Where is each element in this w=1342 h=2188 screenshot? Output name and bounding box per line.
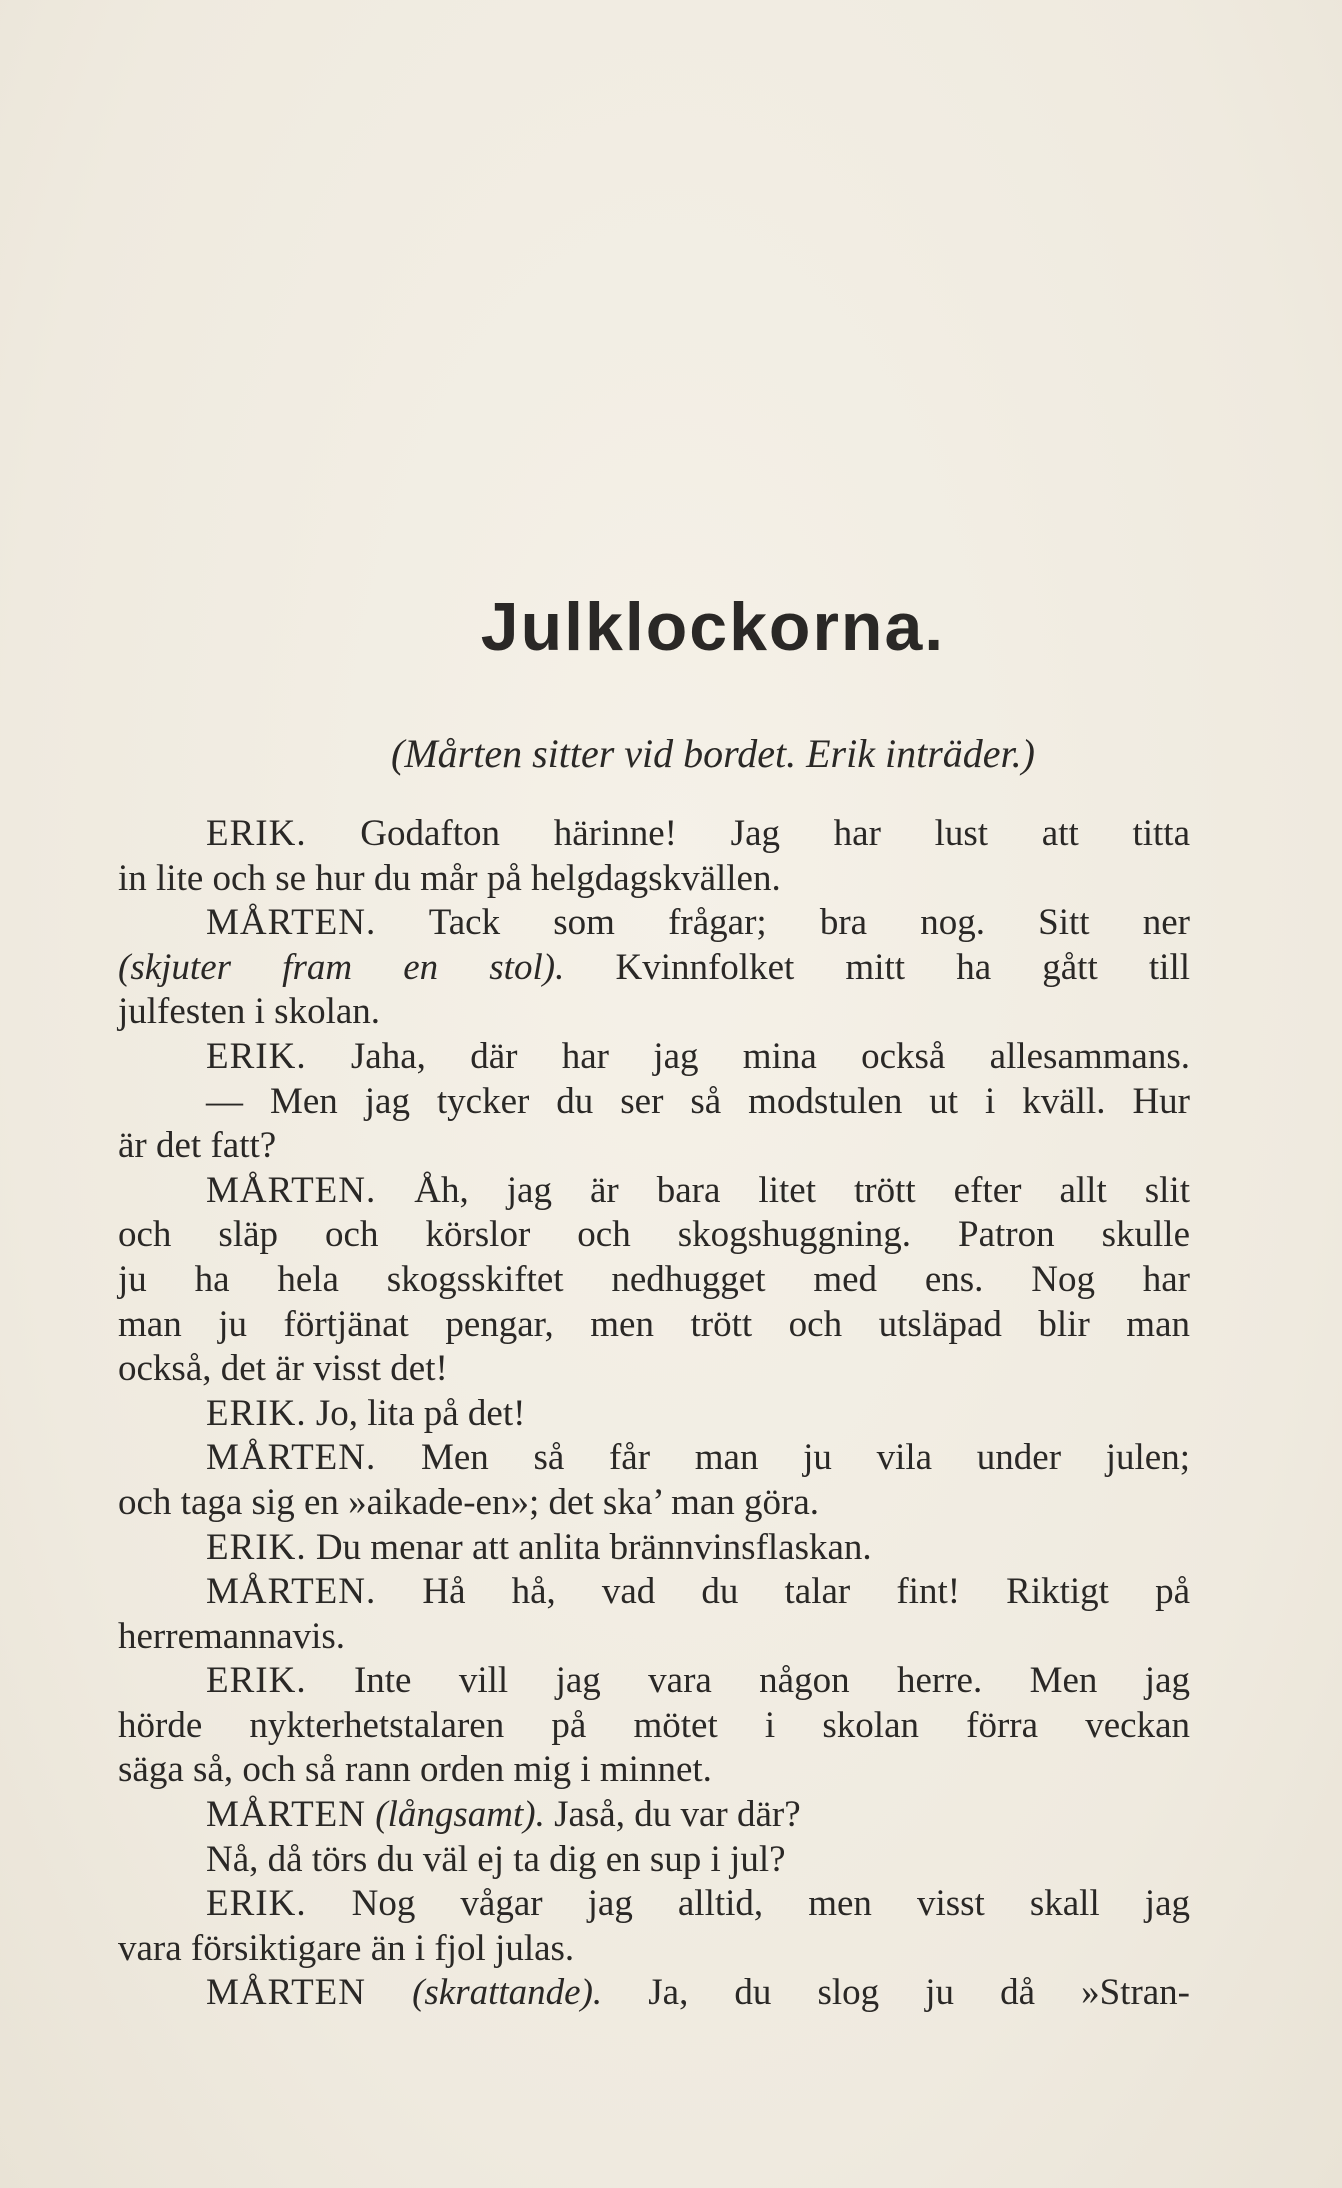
text-line [118,1659,1190,1704]
line-text: och släp och körslor och skogshuggning. Patron skulle [118,1214,1190,1256]
speaker-name: ERIK. [206,1035,307,1077]
text-line [118,857,1190,902]
line-text: Nå, då törs du väl ej ta dig en sup i jul? [206,1838,786,1880]
text-line [118,1080,1190,1125]
speaker-name: ERIK. [206,1392,307,1434]
line-text [366,1972,412,2013]
speaker-name: ERIK. [206,813,307,854]
text-line [118,1436,1190,1481]
speaker-name: ERIK. [206,1660,307,1702]
page-title: Julklockorna. [480,589,946,665]
text-line [118,1882,1190,1927]
line-text: Men så får man ju vila under julen; [376,1437,1190,1479]
text-line [118,901,1190,946]
line-text: Ja, du slog ju då »Stran- [602,1972,1191,2014]
line-text: säga så, och så rann orden mig i minnet. [118,1749,712,1791]
line-text: vara försiktigare än i fjol julas. [118,1927,575,1969]
stage-note: (skjuter fram en stol). [118,946,565,988]
stage-note: (långsamt). [375,1794,545,1836]
text-line [118,1303,1190,1348]
text-line [118,1392,1190,1437]
text-line [118,1927,1190,1972]
line-text: Jo, lita på det! [306,1392,526,1434]
speaker-name: MÅRTEN [206,1972,366,2014]
speaker-name: MÅRTEN. [206,1169,377,1211]
text-line [118,1793,1190,1838]
text-line [118,1258,1190,1303]
speaker-name: MÅRTEN. [206,1437,377,1479]
line-text: Hå hå, vad du talar fint! Riktigt på [376,1571,1190,1613]
text-line [118,1838,1190,1883]
line-text: Kvinnfolket mitt ha gått till [564,946,1191,988]
line-text: är det fatt? [118,1125,277,1167]
text-line [118,1347,1190,1392]
line-text: julfesten i skolan. [118,991,381,1033]
line-text: också, det är visst det! [118,1348,448,1390]
text-line [118,1748,1190,1793]
dialogue-text [118,812,1190,2016]
text-line [118,990,1190,1035]
line-text: Tack som frågar; bra nog. Sitt ner [376,902,1190,944]
line-text [366,1794,375,1835]
text-line [118,1481,1190,1526]
text-line [118,1615,1190,1660]
text-line [118,1704,1190,1749]
speaker-name: MÅRTEN. [206,902,377,944]
line-text: Jaha, där har jag mina också allesammans. [306,1035,1190,1077]
text-line [118,812,1190,857]
line-text: Åh, jag är bara litet trött efter allt slit [376,1169,1190,1211]
line-text: Du menar att anlita brännvinsflaskan. [306,1526,872,1568]
line-text: in lite och se hur du mår på helgdagskvällen. [118,857,781,899]
text-line [118,1124,1190,1169]
speaker-name: MÅRTEN. [206,1571,377,1613]
line-text: Inte vill jag vara någon herre. Men jag [306,1660,1190,1702]
stage-direction: (Mårten sitter vid bordet. Erik inträder.) [391,731,1035,776]
speaker-name: ERIK. [206,1883,307,1925]
text-line [118,1526,1190,1571]
line-text: ju ha hela skogsskiftet nedhugget med ens. Nog har [118,1258,1190,1300]
line-text: Godafton härinne! Jag har lust att titta [306,813,1190,854]
text-line [118,1570,1190,1615]
line-text: man ju förtjänat pengar, men trött och utsläpad blir man [118,1303,1190,1345]
line-text: herremannavis. [118,1615,346,1657]
text-line [118,1213,1190,1258]
text-line [118,1169,1190,1214]
line-text: och taga sig en »aikade-en»; det ska’ man göra. [118,1481,820,1523]
text-line [118,946,1190,991]
line-text: Jaså, du var där? [544,1794,801,1836]
line-text: Nog vågar jag alltid, men visst skall jag [306,1883,1190,1925]
speaker-name: ERIK. [206,1526,307,1568]
speaker-name: MÅRTEN [206,1794,366,1836]
text-line [118,1971,1190,2016]
line-text: — Men jag tycker du ser så modstulen ut i kväll. Hur [206,1080,1190,1122]
line-text: hörde nykterhetstalaren på mötet i skolan förra veckan [118,1704,1190,1746]
stage-note: (skrattande). [412,1972,603,2014]
text-line [118,1035,1190,1080]
